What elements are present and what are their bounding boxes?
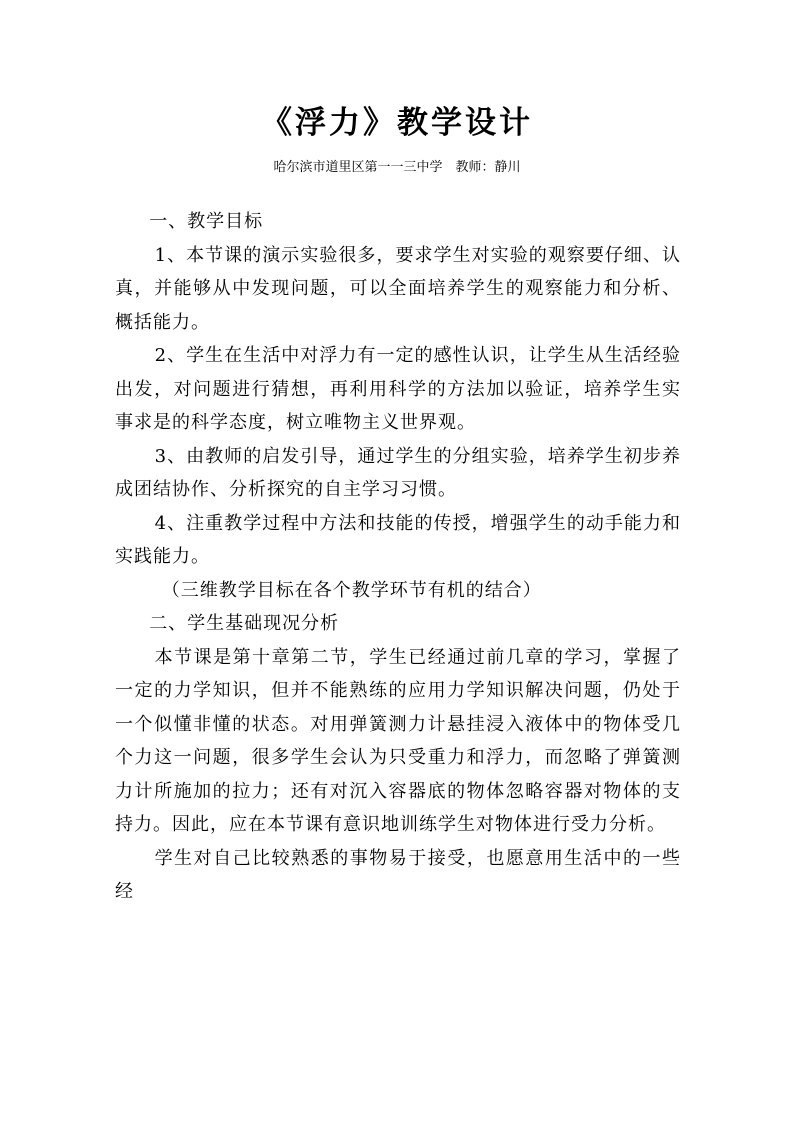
- objective-paragraph-4: 4、注重教学过程中方法和技能的传授，增强学生的动手能力和实践能力。: [115, 512, 681, 567]
- document-title: 《浮力》教学设计: [261, 105, 533, 141]
- document-subtitle: 哈尔滨市道里区第一一三中学 教师：静川: [273, 160, 521, 175]
- analysis-paragraph-1: 本节课是第十章第二节，学生已经通过前几章的学习，掌握了一定的力学知识，但并不能熟练的应用力学知识解决问题，仍处于一个似懂非懂的状态。对用弹簧测力计悬挂浸入液体中的物体受几个力这一问题，很多学生会认为只受重力和浮力，而忽略了弹簧测力计所施加的拉力；还有对沉入容器底的物体忽略容器对物体的支持力。因此，应在本节课有意识地训练学生对物体进行受力分析。: [115, 646, 681, 835]
- section-heading-objectives: 一、教学目标: [149, 211, 264, 232]
- objective-paragraph-3: 3、由教师的启发引导，通过学生的分组实验，培养学生初步养成团结协作、分析探究的自主学习习惯。: [115, 445, 681, 500]
- section-heading-analysis: 二、学生基础现况分析: [149, 613, 340, 634]
- objectives-note: （三维教学目标在各个教学环节有机的结合）: [161, 579, 542, 601]
- objective-paragraph-2: 2、学生在生活中对浮力有一定的感性认识，让学生从生活经验出发，对问题进行猜想，再利用科学的方法加以验证，培养学生实事求是的科学态度，树立唯物主义世界观。: [115, 345, 681, 433]
- objective-paragraph-1: 1、本节课的演示实验很多，要求学生对实验的观察要仔细、认真，并能够从中发现问题，可以全面培养学生的观察能力和分析、概括能力。: [115, 244, 681, 333]
- analysis-paragraph-2: 学生对自己比较熟悉的事物易于接受，也愿意用生活中的一些经: [115, 847, 681, 902]
- document-body: [115, 205, 681, 909]
